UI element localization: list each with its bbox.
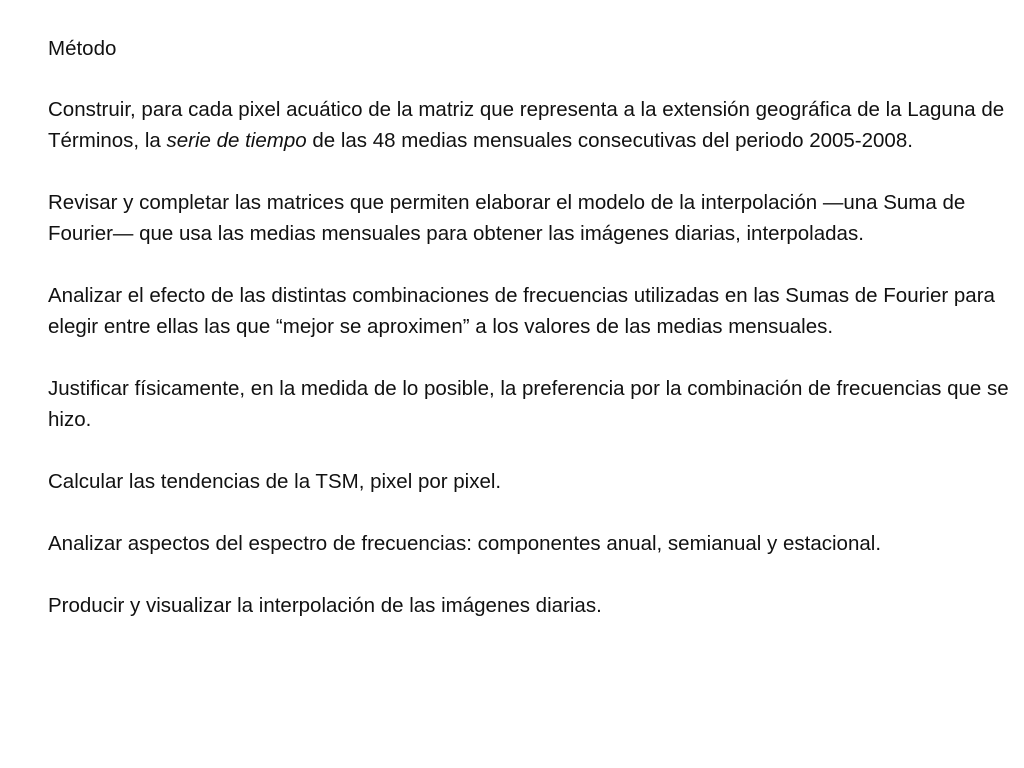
paragraph-construct-time-series bbox=[48, 94, 1020, 156]
paragraph-calculate-trends: Calcular las tendencias de la TSM, pixel por pixel. bbox=[48, 470, 502, 493]
paragraph-text-after: de las 48 medias mensuales consecutivas del periodo 2005-2008. bbox=[306, 129, 913, 152]
paragraph-review-matrices: Revisar y completar las matrices que permiten elaborar el modelo de la interpolación —una Suma de Fourier— que usa las medias mensuales para obtener las imágenes diarias, interpoladas. bbox=[48, 191, 966, 245]
paragraph-justify-physically: Justificar físicamente, en la medida de lo posible, la preferencia por la combinación de frecuencias que se hizo. bbox=[48, 377, 1009, 431]
slide-title: Método bbox=[48, 37, 117, 60]
paragraph-text-before: Construir, para cada pixel acuático de la matriz que representa a la extensión geográfica de la Laguna de Términos, la bbox=[48, 98, 1005, 152]
paragraph-analyze-frequencies: Analizar el efecto de las distintas combinaciones de frecuencias utilizadas en las Sumas de Fourier para elegir entre ellas las que “mejor se aproximen” a los valores de las medias mensuales. bbox=[48, 284, 995, 338]
paragraph-produce-interpolation: Producir y visualizar la interpolación de las imágenes diarias. bbox=[48, 594, 602, 617]
paragraph-analyze-spectrum: Analizar aspectos del espectro de frecuencias: componentes anual, semianual y estacional. bbox=[48, 532, 882, 555]
emphasis-text: serie de tiempo bbox=[166, 129, 307, 152]
